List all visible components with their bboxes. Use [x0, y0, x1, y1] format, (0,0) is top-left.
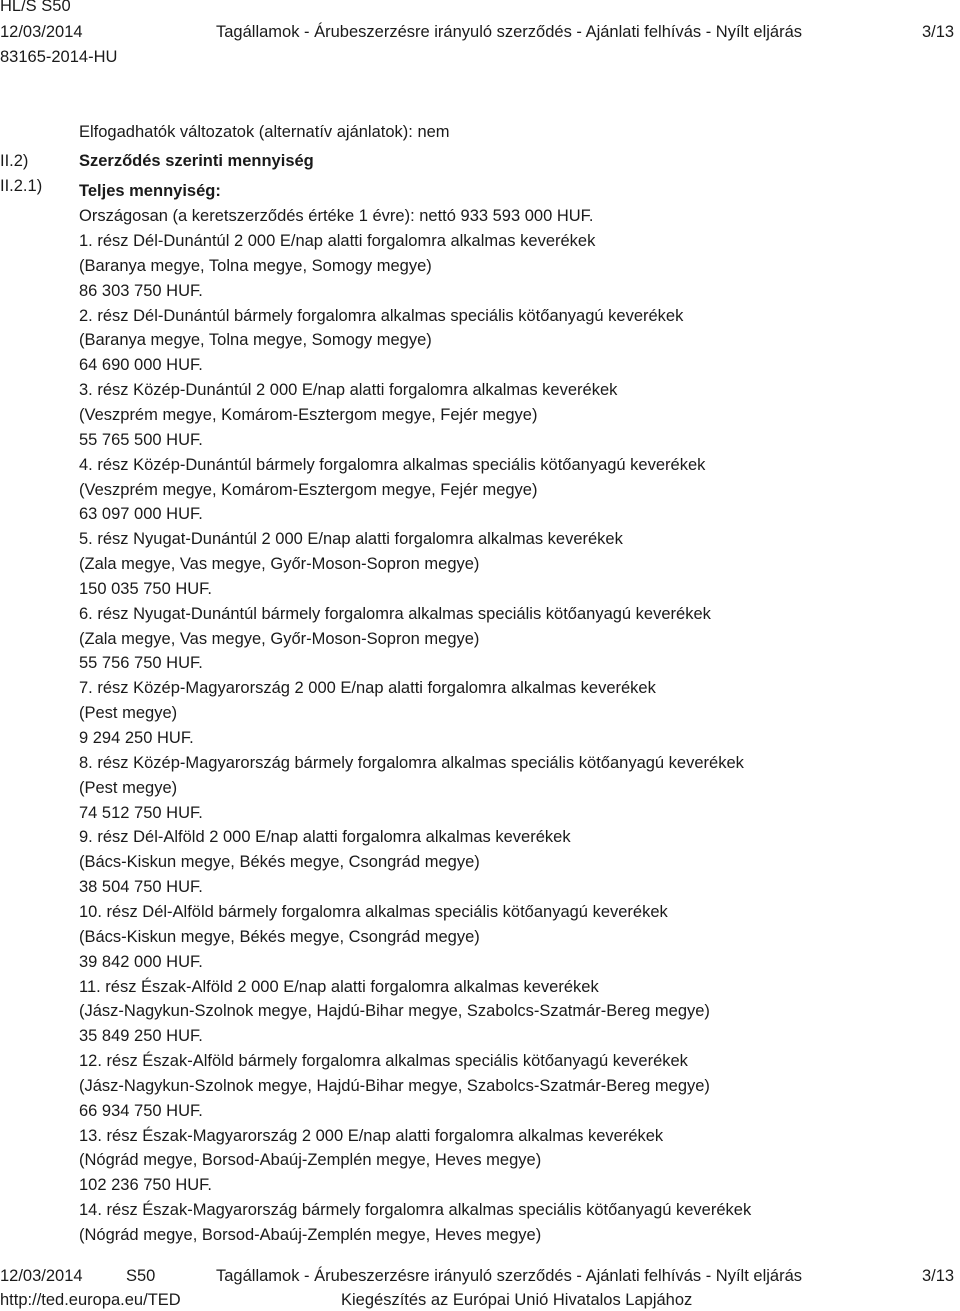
lot-title: 7. rész Közép-Magyarország 2 000 E/nap alatti forgalomra alkalmas keverékek: [79, 679, 656, 697]
lot-amount: 55 756 750 HUF.: [79, 654, 203, 672]
lot-area: (Jász-Nagykun-Szolnok megye, Hajdú-Bihar megye, Szabolcs-Szatmár-Bereg megye): [79, 1002, 710, 1020]
lot-area: (Zala megye, Vas megye, Győr-Moson-Sopron megye): [79, 630, 480, 648]
quantity-heading: Szerződés szerinti mennyiség: [79, 152, 314, 170]
footer-title: Tagállamok - Árubeszerzésre irányuló szerződés - Ajánlati felhívás - Nyílt eljárás: [216, 1267, 802, 1285]
footer-publisher: Kiegészítés az Európai Unió Hivatalos Lapjához: [341, 1291, 693, 1309]
lot-title: 5. rész Nyugat-Dunántúl 2 000 E/nap alatti forgalomra alkalmas keverékek: [79, 530, 623, 548]
lot-title: 3. rész Közép-Dunántúl 2 000 E/nap alatti forgalomra alkalmas keverékek: [79, 381, 618, 399]
lot-area: (Veszprém megye, Komárom-Esztergom megye, Fejér megye): [79, 406, 538, 424]
lot-area: (Pest megye): [79, 704, 178, 722]
footer-url[interactable]: http://ted.europa.eu/TED: [0, 1291, 181, 1309]
header-notice-id: 83165-2014-HU: [0, 48, 118, 66]
lot-area: (Baranya megye, Tolna megye, Somogy megye): [79, 257, 432, 275]
lot-amount: 63 097 000 HUF.: [79, 505, 203, 523]
lot-amount: 74 512 750 HUF.: [79, 804, 203, 822]
lot-amount: 86 303 750 HUF.: [79, 282, 203, 300]
lot-title: 6. rész Nyugat-Dunántúl bármely forgalomra alkalmas speciális kötőanyagú keverékek: [79, 605, 711, 623]
section-number-ii-2-1: II.2.1): [0, 177, 43, 195]
footer-page: 3/13: [922, 1267, 955, 1285]
lot-area: (Bács-Kiskun megye, Békés megye, Csongrád megye): [79, 853, 480, 871]
total-quantity-value: Országosan (a keretszerződés értéke 1 évre): nettó 933 593 000 HUF.: [79, 207, 594, 225]
lot-14-title: 14. rész Észak-Magyarország bármely forgalomra alkalmas speciális kötőanyagú keverékek: [79, 1201, 752, 1219]
lot-title: 1. rész Dél-Dunántúl 2 000 E/nap alatti forgalomra alkalmas keverékek: [79, 232, 596, 250]
footer-date: 12/03/2014: [0, 1267, 83, 1285]
variants-line: Elfogadhatók változatok (alternatív ajánlatok): nem: [79, 123, 450, 141]
lot-amount: 55 765 500 HUF.: [79, 431, 203, 449]
lot-title: 13. rész Észak-Magyarország 2 000 E/nap alatti forgalomra alkalmas keverékek: [79, 1127, 664, 1145]
total-quantity-heading: Teljes mennyiség:: [79, 182, 221, 200]
lot-area: (Bács-Kiskun megye, Békés megye, Csongrád megye): [79, 928, 480, 946]
lot-title: 10. rész Dél-Alföld bármely forgalomra alkalmas speciális kötőanyagú keverékek: [79, 903, 668, 921]
header-date: 12/03/2014: [0, 23, 83, 41]
lot-amount: 39 842 000 HUF.: [79, 953, 203, 971]
lot-area: (Veszprém megye, Komárom-Esztergom megye, Fejér megye): [79, 481, 538, 499]
lot-area: (Baranya megye, Tolna megye, Somogy megye): [79, 331, 432, 349]
lot-amount: 38 504 750 HUF.: [79, 878, 203, 896]
section-number-ii-2: II.2): [0, 152, 29, 170]
lot-area: (Nógrád megye, Borsod-Abaúj-Zemplén megye, Heves megye): [79, 1151, 542, 1169]
lot-14-area: (Nógrád megye, Borsod-Abaúj-Zemplén megye, Heves megye): [79, 1226, 542, 1244]
lot-area: (Zala megye, Vas megye, Győr-Moson-Sopron megye): [79, 555, 480, 573]
lot-title: 8. rész Közép-Magyarország bármely forgalomra alkalmas speciális kötőanyagú keverékek: [79, 754, 744, 772]
lot-title: 4. rész Közép-Dunántúl bármely forgalomra alkalmas speciális kötőanyagú keverékek: [79, 456, 706, 474]
lot-title: 11. rész Észak-Alföld 2 000 E/nap alatti forgalomra alkalmas keverékek: [79, 978, 599, 996]
lot-title: 12. rész Észak-Alföld bármely forgalomra alkalmas speciális kötőanyagú keverékek: [79, 1052, 688, 1070]
lot-amount: 9 294 250 HUF.: [79, 729, 194, 747]
header-page: 3/13: [922, 23, 955, 41]
lot-area: (Jász-Nagykun-Szolnok megye, Hajdú-Bihar megye, Szabolcs-Szatmár-Bereg megye): [79, 1077, 710, 1095]
lot-amount: 35 849 250 HUF.: [79, 1027, 203, 1045]
lot-area: (Pest megye): [79, 779, 178, 797]
lot-amount: 66 934 750 HUF.: [79, 1102, 203, 1120]
header-title: Tagállamok - Árubeszerzésre irányuló szerződés - Ajánlati felhívás - Nyílt eljárás: [216, 23, 802, 41]
lot-amount: 102 236 750 HUF.: [79, 1176, 213, 1194]
lot-title: 9. rész Dél-Alföld 2 000 E/nap alatti forgalomra alkalmas keverékek: [79, 828, 571, 846]
footer-doc-code: S50: [126, 1267, 156, 1285]
lot-amount: 150 035 750 HUF.: [79, 580, 213, 598]
header-doc-code: HL/S S50: [0, 0, 71, 15]
lot-title: 2. rész Dél-Dunántúl bármely forgalomra alkalmas speciális kötőanyagú keverékek: [79, 307, 684, 325]
lot-amount: 64 690 000 HUF.: [79, 356, 203, 374]
